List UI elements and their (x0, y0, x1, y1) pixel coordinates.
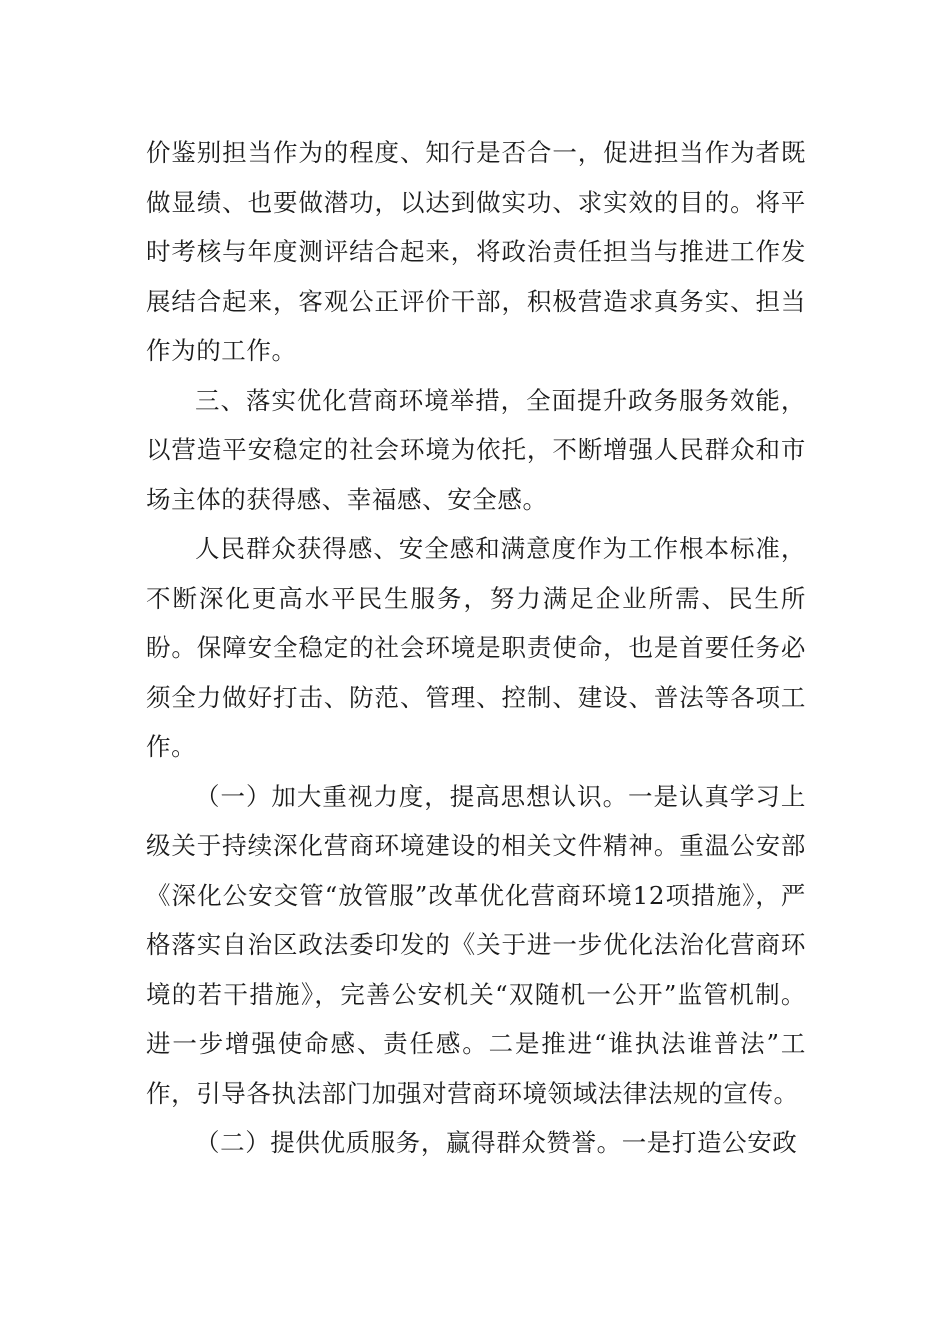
paragraph-section-three-heading: 三、落实优化营商环境举措，全面提升政务服务效能，以营造平安稳定的社会环境为依托，不断增强人民群众和市场主体的获得感、幸福感、安全感。 (146, 385, 806, 514)
paragraph-item-two: （二）提供优质服务，赢得群众赞誉。一是打造公安政 (195, 1128, 798, 1157)
document-body (146, 128, 806, 1168)
paragraph-people-satisfaction: 人民群众获得感、安全感和满意度作为工作根本标准，不断深化更高水平民生服务，努力满足企业所需、民生所盼。保障安全稳定的社会环境是职责使命，也是首要任务必须全力做好打击、防范、管理、控制、建设、普法等各项工作。 (146, 534, 806, 761)
paragraph-item-one: （一）加大重视力度，提高思想认识。一是认真学习上级关于持续深化营商环境建设的相关文件精神。重温公安部《深化公安交管“放管服”改革优化营商环境12项措施》，严格落实自治区政法委印发的《关于进一步优化法治化营商环境的若干措施》，完善公安机关“双随机一公开”监管机制。进一步增强使命感、责任感。二是推进“谁执法谁普法”工作，引导各执法部门加强对营商环境领域法律法规的宣传。 (146, 781, 806, 1108)
paragraph-continuation: 价鉴别担当作为的程度、知行是否合一，促进担当作为者既做显绩、也要做潜功，以达到做实功、求实效的目的。将平时考核与年度测评结合起来，将政治责任担当与推进工作发展结合起来，客观公正评价干部，积极营造求真务实、担当作为的工作。 (146, 138, 806, 365)
